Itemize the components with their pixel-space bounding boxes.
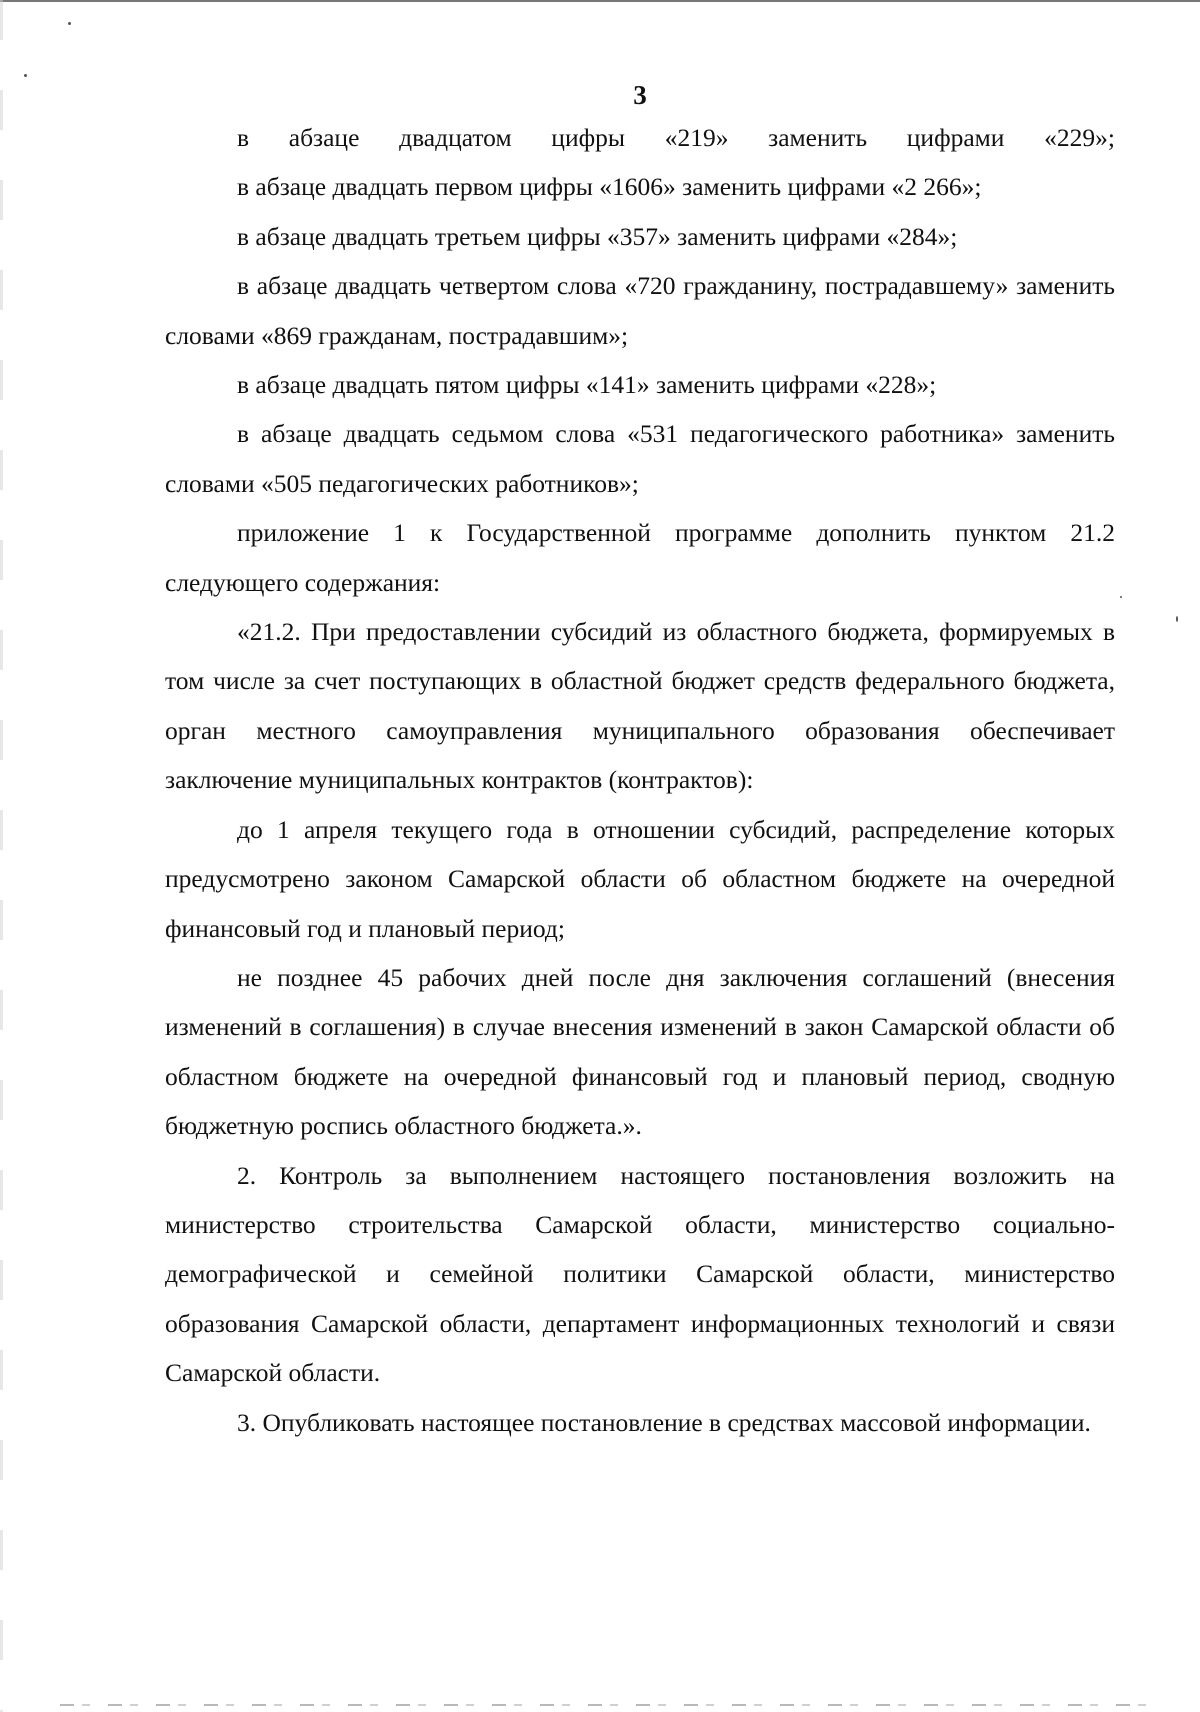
document-body <box>165 113 1115 1447</box>
paragraph-appendix-addition: приложение 1 к Государственной программе дополнить пунктом 21.2 следующего содержания: <box>165 518 1115 597</box>
scan-edge-top <box>0 0 1200 2</box>
scan-speck <box>24 74 27 77</box>
scan-speck <box>1176 616 1178 622</box>
scan-speck <box>68 22 71 25</box>
paragraph-amendment-23: в абзаце двадцать третьем цифры «357» заменить цифрами «284»; <box>237 221 958 251</box>
scan-speck <box>1120 596 1122 598</box>
paragraph-amendment-21: в абзаце двадцать первом цифры «1606» заменить цифрами «2 266»; <box>237 172 982 202</box>
scan-edge-bottom <box>60 1704 1160 1706</box>
paragraph-clause-21-2: «21.2. При предоставлении субсидий из областного бюджета, формируемых в том числе за счет поступающих в областной бюджет средств федерального бюджета, орган местного самоуправления муниципального образования обеспечивает заключение муниципальных контрактов (контрактов): <box>165 617 1115 795</box>
scan-edge-left <box>0 0 3 1712</box>
page-number: 3 <box>633 80 647 110</box>
paragraph-amendment-24: в абзаце двадцать четвертом слова «720 гражданину, пострадавшему» заменить словами «869 гражданам, пострадавшим»; <box>165 271 1115 350</box>
paragraph-amendment-25: в абзаце двадцать пятом цифры «141» заменить цифрами «228»; <box>237 370 937 400</box>
paragraph-amendment-27: в абзаце двадцать седьмом слова «531 педагогического работника» заменить словами «505 педагогических работников»; <box>165 419 1115 498</box>
paragraph-publish: 3. Опубликовать настоящее постановление в средствах массовой информации. <box>237 1407 1091 1437</box>
paragraph-deadline-april: до 1 апреля текущего года в отношении субсидий, распределение которых предусмотрено законом Самарской области об областном бюджете на очередной финансовый год и плановый период; <box>165 814 1115 943</box>
paragraph-amendment-20: в абзаце двадцатом цифры «219» заменить цифрами «229»; <box>237 123 1115 152</box>
paragraph-control: 2. Контроль за выполнением настоящего постановления возложить на министерство строительства Самарской области, министерство социально-демографической и семейной политики Самарской области, министерство образования Самарской области, департамент информационных технологий и связи Самарской области. <box>165 1160 1115 1388</box>
paragraph-deadline-45-days: не позднее 45 рабочих дней после дня заключения соглашений (внесения изменений в соглашения) в случае внесения изменений в закон Самарской области об областном бюджете на очередной финансовый год и плановый период, сводную бюджетную роспись областного бюджета.». <box>165 962 1115 1141</box>
